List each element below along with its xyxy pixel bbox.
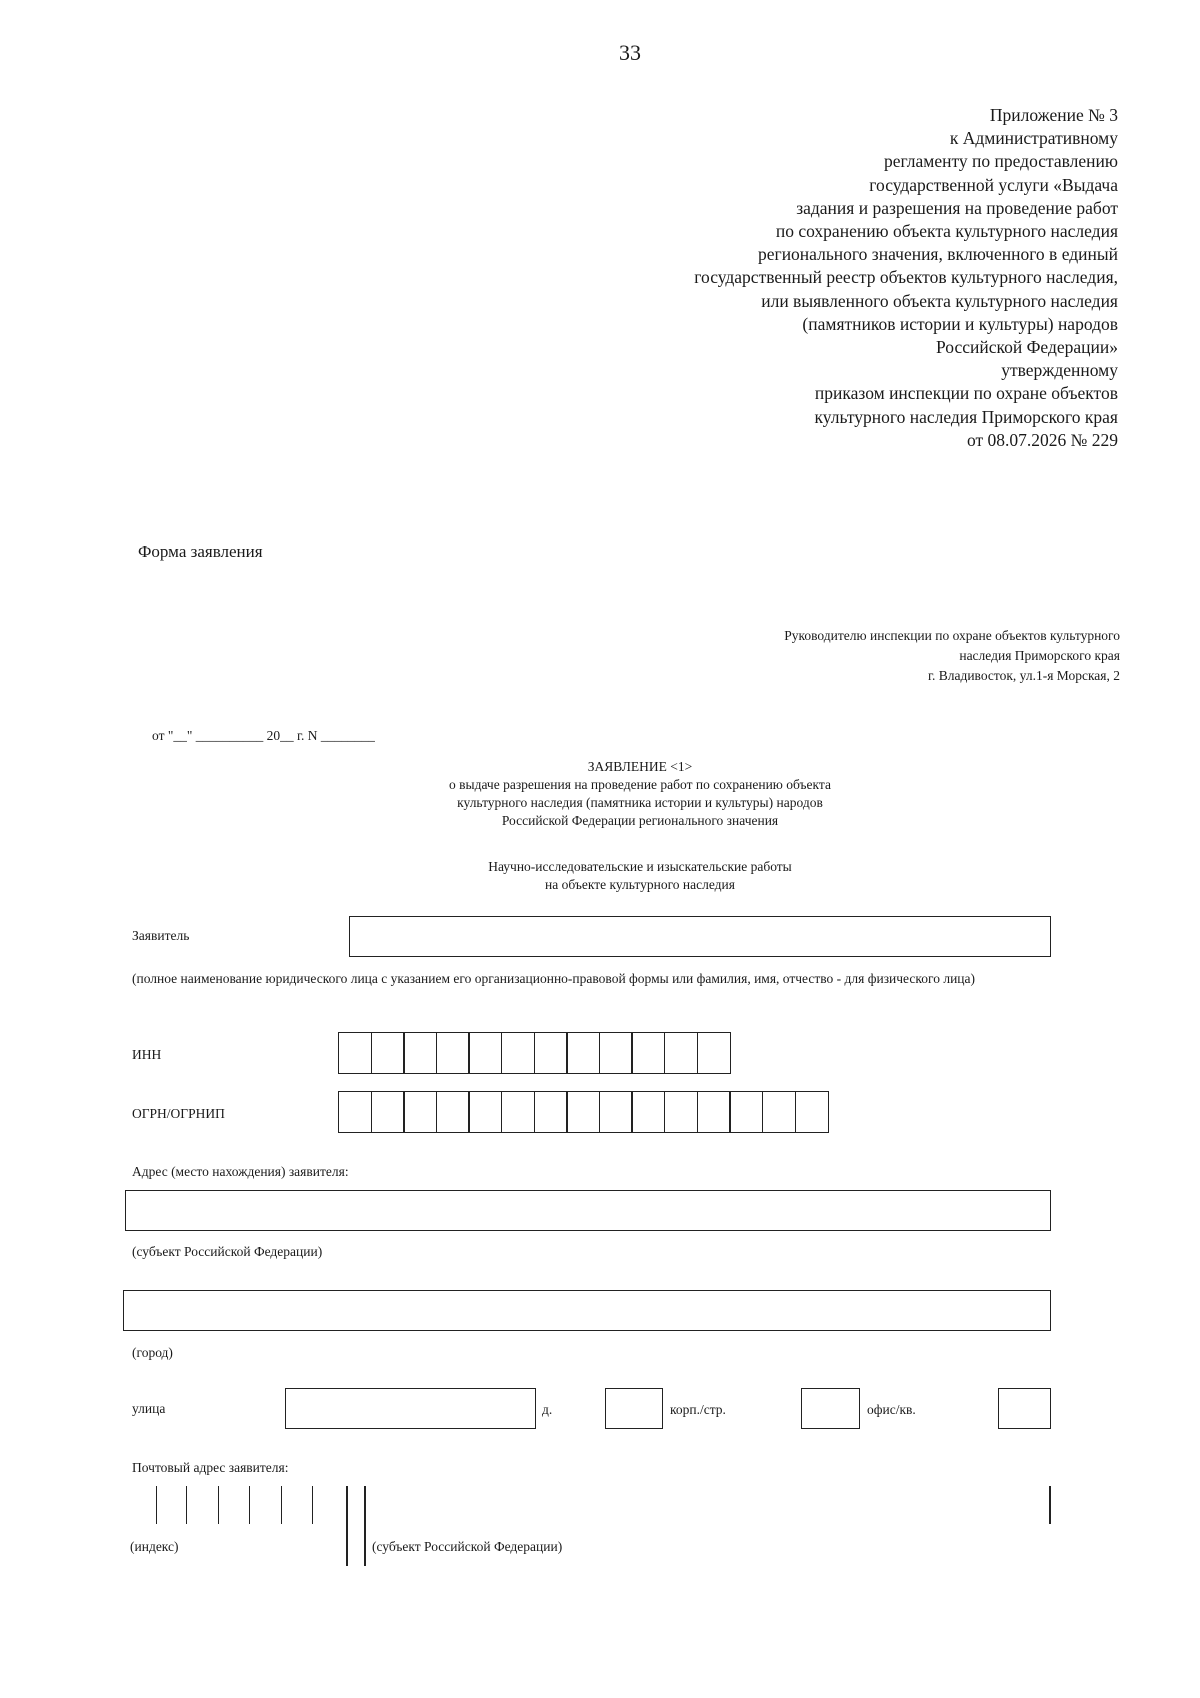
city-hint: (город) [132, 1345, 173, 1360]
ogrn-digit-cell[interactable] [762, 1091, 796, 1133]
inn-digit-cell[interactable] [599, 1032, 633, 1074]
inn-digit-cell[interactable] [631, 1032, 665, 1074]
addressee-line: Руководителю инспекции по охране объектов культурного [784, 628, 1120, 643]
index-cell-divider [186, 1486, 187, 1524]
appendix-line: от 08.07.2026 № 229 [967, 429, 1118, 450]
page-number: 33 [619, 40, 641, 65]
ogrn-digit-cell[interactable] [631, 1091, 665, 1133]
inn-digit-cell[interactable] [468, 1032, 502, 1074]
house-field[interactable] [605, 1388, 663, 1429]
date-number-line: от "__" __________ 20__ г. N ________ [152, 728, 375, 743]
appendix-line: государственный реестр объектов культурного наследия, [694, 267, 1118, 288]
applicant-field[interactable] [349, 916, 1051, 957]
ogrn-digit-cell[interactable] [436, 1091, 470, 1133]
postal-region-field-edge[interactable] [1049, 1486, 1051, 1524]
inn-digit-cell[interactable] [371, 1032, 405, 1074]
statement-title: ЗАЯВЛЕНИЕ <1> [587, 759, 693, 774]
appendix-line: культурного наследия Приморского края [814, 406, 1118, 427]
postal-divider-line [346, 1486, 348, 1566]
index-hint: (индекс) [130, 1539, 179, 1554]
ogrn-digit-cell[interactable] [566, 1091, 600, 1133]
applicant-hint: (полное наименование юридического лица с указанием его организационно-правовой формы или фамилия, имя, отчество - для физического лица) [132, 971, 976, 986]
ogrn-digit-cell[interactable] [338, 1091, 372, 1133]
inn-digit-cell[interactable] [403, 1032, 437, 1074]
index-cell-divider [312, 1486, 313, 1524]
appendix-header [558, 104, 1118, 452]
appendix-line: регионального значения, включенного в единый [758, 244, 1118, 265]
ogrn-digit-cell[interactable] [468, 1091, 502, 1133]
index-cell-divider [156, 1486, 157, 1524]
appendix-line: (памятников истории и культуры) народов [802, 313, 1118, 334]
street-label: улица [132, 1401, 166, 1416]
inn-digit-cell[interactable] [566, 1032, 600, 1074]
building-label: корп./стр. [670, 1402, 726, 1417]
appendix-line: к Административному [949, 128, 1118, 149]
inn-digit-cell[interactable] [664, 1032, 698, 1074]
ogrn-digit-cell[interactable] [697, 1091, 731, 1133]
ogrn-digit-cell[interactable] [599, 1091, 633, 1133]
address-label: Адрес (место нахождения) заявителя: [132, 1164, 349, 1179]
region-field[interactable] [125, 1190, 1051, 1231]
inn-digit-cell[interactable] [501, 1032, 535, 1074]
inn-digit-cell[interactable] [436, 1032, 470, 1074]
works-type-line: на объекте культурного наследия [545, 877, 735, 892]
appendix-line: государственной услуги «Выдача [869, 174, 1118, 195]
postal-divider-line [364, 1486, 366, 1566]
appendix-line: утвержденному [1001, 360, 1118, 381]
inn-digit-cell[interactable] [534, 1032, 568, 1074]
appendix-line: по сохранению объекта культурного наследия [775, 221, 1118, 242]
street-field[interactable] [285, 1388, 536, 1429]
inn-digit-cell[interactable] [338, 1032, 372, 1074]
region-hint: (субъект Российской Федерации) [132, 1244, 323, 1259]
inn-digit-cell[interactable] [697, 1032, 731, 1074]
applicant-label: Заявитель [132, 928, 190, 943]
statement-line: о выдаче разрешения на проведение работ по сохранению объекта [449, 777, 831, 792]
office-label: офис/кв. [867, 1402, 916, 1417]
ogrn-label: ОГРН/ОГРНИП [132, 1106, 225, 1121]
form-title: Форма заявления [138, 542, 263, 561]
addressee-block [560, 626, 1120, 686]
ogrn-digit-cell[interactable] [534, 1091, 568, 1133]
inn-cells[interactable] [338, 1032, 731, 1074]
office-field[interactable] [998, 1388, 1051, 1429]
appendix-line: Российской Федерации» [935, 337, 1118, 358]
ogrn-digit-cell[interactable] [795, 1091, 829, 1133]
statement-line: культурного наследия (памятника истории и культуры) народов [457, 795, 823, 810]
appendix-line: регламенту по предоставлению [883, 151, 1118, 172]
appendix-line: или выявленного объекта культурного наследия [761, 290, 1118, 311]
ogrn-digit-cell[interactable] [664, 1091, 698, 1133]
appendix-line: задания и разрешения на проведение работ [796, 197, 1118, 218]
addressee-line: г. Владивосток, ул.1-я Морская, 2 [927, 668, 1120, 683]
statement-line: Российской Федерации регионального значения [501, 813, 779, 828]
building-field[interactable] [801, 1388, 860, 1429]
statement-heading [320, 758, 960, 830]
ogrn-digit-cell[interactable] [501, 1091, 535, 1133]
postal-address-label: Почтовый адрес заявителя: [132, 1460, 289, 1475]
addressee-line: наследия Приморского края [959, 648, 1120, 663]
city-field[interactable] [123, 1290, 1051, 1331]
appendix-line: Приложение № 3 [989, 105, 1118, 125]
ogrn-digit-cell[interactable] [403, 1091, 437, 1133]
index-cell-divider [281, 1486, 282, 1524]
index-cell-divider [218, 1486, 219, 1524]
ogrn-cells[interactable] [338, 1091, 829, 1133]
appendix-line: приказом инспекции по охране объектов [814, 383, 1118, 404]
inn-label: ИНН [132, 1047, 162, 1062]
postal-region-hint: (субъект Российской Федерации) [372, 1539, 563, 1554]
postal-index-cells[interactable] [150, 1486, 320, 1526]
ogrn-digit-cell[interactable] [371, 1091, 405, 1133]
house-label: д. [542, 1402, 553, 1417]
works-type-heading [320, 858, 960, 894]
ogrn-digit-cell[interactable] [729, 1091, 763, 1133]
index-cell-divider [249, 1486, 250, 1524]
works-type-line: Научно-исследовательские и изыскательские работы [488, 859, 792, 874]
